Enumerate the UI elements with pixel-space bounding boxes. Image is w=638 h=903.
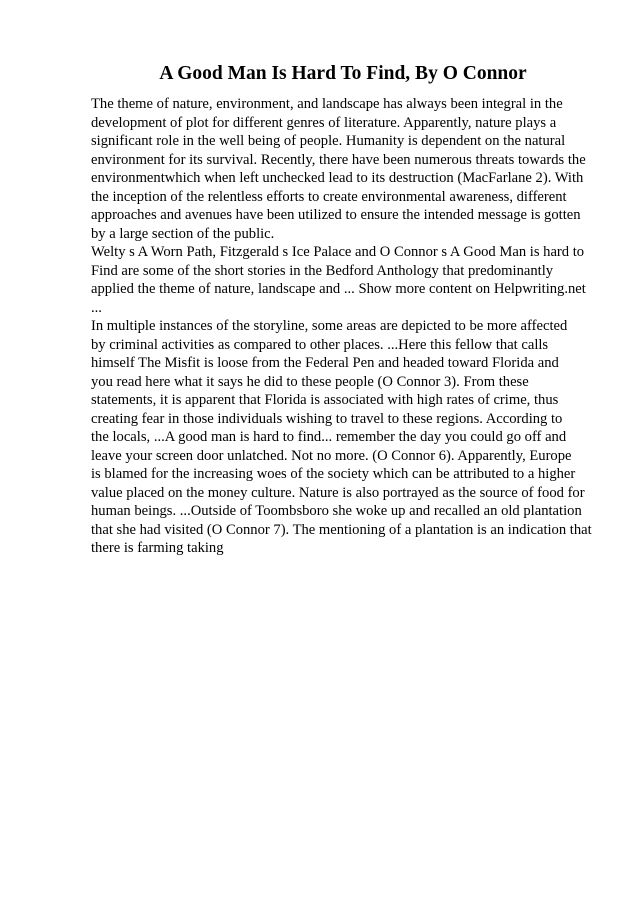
body-line: Welty s A Worn Path, Fitzgerald s Ice Palace and O Connor s A Good Man is hard to: [91, 244, 585, 260]
document-title: A Good Man Is Hard To Find, By O Connor: [159, 63, 527, 84]
body-line: leave your screen door unlatched. Not no more. (O Connor 6). Apparently, Europe: [91, 447, 572, 464]
body-line: significant role in the well being of people. Humanity is dependent on the natural: [91, 133, 566, 149]
body-line: is blamed for the increasing woes of the society which can be attributed to a higher: [91, 466, 576, 482]
body-line: applied the theme of nature, landscape and ... Show more content on Helpwriting.net: [91, 281, 586, 297]
body-line: environment for its survival. Recently, there have been numerous threats towards the: [91, 151, 586, 168]
body-line: statements, it is apparent that Florida is associated with high rates of crime, thus: [91, 392, 559, 408]
body-line: ...: [91, 299, 102, 316]
body-line: In multiple instances of the storyline, some areas are depicted to be more affected: [91, 318, 568, 334]
body-line: the inception of the relentless efforts to create environmental awareness, different: [91, 188, 567, 205]
body-line: environmentwhich when left unchecked lead to its destruction (MacFarlane 2). With: [91, 170, 584, 186]
body-line: by a large section of the public.: [91, 225, 275, 242]
body-line: the locals, ...A good man is hard to find... remember the day you could go off and: [91, 429, 567, 445]
body-line: Find are some of the short stories in the Bedford Anthology that predominantly: [91, 262, 554, 279]
document-body: [91, 95, 611, 558]
body-line: human beings. ...Outside of Toombsboro she woke up and recalled an old plantation: [91, 503, 582, 519]
body-line: that she had visited (O Connor 7). The mentioning of a plantation is an indication that: [91, 521, 592, 538]
body-line: there is farming taking: [91, 540, 224, 556]
body-line: creating fear in those individuals wishing to travel to these regions. According to: [91, 410, 563, 427]
body-line: development of plot for different genres of literature. Apparently, nature plays a: [91, 114, 557, 131]
body-line: approaches and avenues have been utilized to ensure the intended message is gotten: [91, 207, 581, 223]
body-line: you read here what it says he did to these people (O Connor 3). From these: [91, 373, 529, 390]
body-line: The theme of nature, environment, and landscape has always been integral in the: [91, 96, 563, 112]
body-line: value placed on the money culture. Nature is also portrayed as the source of food for: [91, 484, 585, 501]
body-line: himself The Misfit is loose from the Federal Pen and headed toward Florida and: [91, 355, 559, 371]
body-line: by criminal activities as compared to other places. ...Here this fellow that calls: [91, 336, 549, 353]
